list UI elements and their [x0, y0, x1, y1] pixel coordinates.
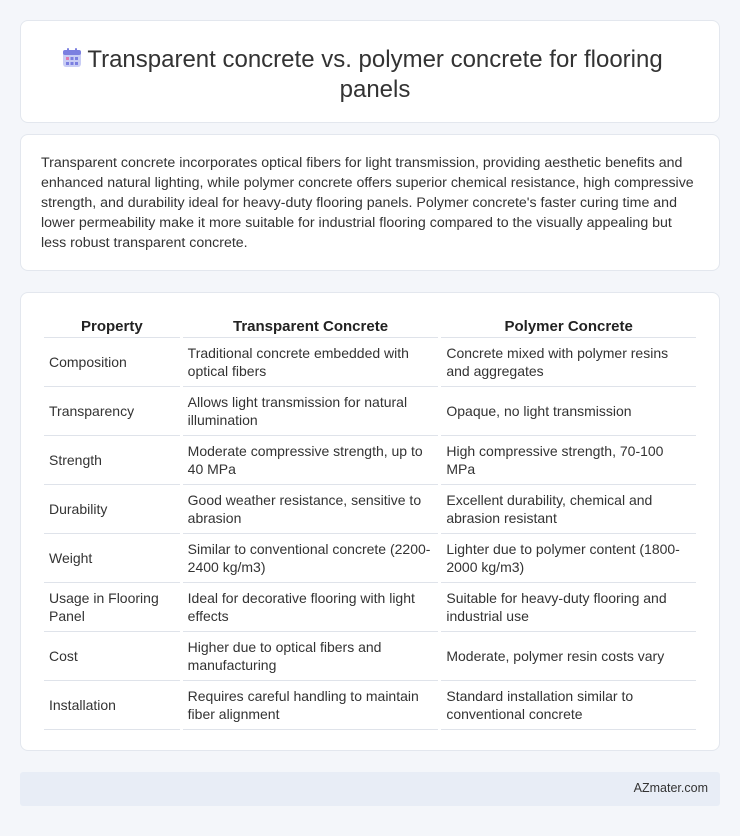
table-row — [44, 534, 696, 583]
polymer-cell: Opaque, no light transmission — [441, 387, 696, 436]
polymer-cell: Suitable for heavy-duty flooring and industrial use — [441, 583, 696, 632]
transparent-cell: Ideal for decorative flooring with light effects — [183, 583, 439, 632]
footer-site-link[interactable]: AZmater.com — [633, 781, 708, 795]
transparent-cell: Requires careful handling to maintain fiber alignment — [183, 681, 439, 730]
property-cell: Strength — [44, 436, 180, 485]
polymer-cell: Lighter due to polymer content (1800-2000 kg/m3) — [441, 534, 696, 583]
footer-bar — [20, 772, 720, 806]
property-cell: Transparency — [44, 387, 180, 436]
polymer-cell: Excellent durability, chemical and abrasion resistant — [441, 485, 696, 534]
polymer-cell: High compressive strength, 70-100 MPa — [441, 436, 696, 485]
summary-paragraph: Transparent concrete incorporates optical fibers for light transmission, providing aesthetic benefits and enhanced natural lighting, while polymer concrete offers superior chemical resistance, high compressive strength, and durability ideal for heavy-duty flooring panels. Polymer concrete's faster curing time and lower permeability make it more suitable for industrial flooring compared to the visually appealing but less robust transparent concrete. — [41, 155, 694, 251]
table-row — [44, 583, 696, 632]
column-header-property: Property — [44, 314, 180, 338]
transparent-cell: Allows light transmission for natural illumination — [183, 387, 439, 436]
table-row — [44, 338, 696, 387]
property-cell: Composition — [44, 338, 180, 387]
transparent-cell: Moderate compressive strength, up to 40 MPa — [183, 436, 439, 485]
transparent-cell: Good weather resistance, sensitive to abrasion — [183, 485, 439, 534]
property-cell: Durability — [44, 485, 180, 534]
transparent-cell: Similar to conventional concrete (2200-2400 kg/m3) — [183, 534, 439, 583]
polymer-cell: Standard installation similar to conventional concrete — [441, 681, 696, 730]
column-header-polymer: Polymer Concrete — [441, 314, 696, 338]
table-row — [44, 436, 696, 485]
table-header-row — [44, 314, 696, 338]
table-row — [44, 681, 696, 730]
table-row — [44, 632, 696, 681]
table-row — [44, 387, 696, 436]
summary-card — [20, 134, 720, 271]
polymer-cell: Concrete mixed with polymer resins and aggregates — [441, 338, 696, 387]
page-title: Transparent concrete vs. polymer concrete for flooring panels — [87, 46, 663, 103]
property-cell: Usage in Flooring Panel — [44, 583, 180, 632]
transparent-cell: Traditional concrete embedded with optical fibers — [183, 338, 439, 387]
polymer-cell: Moderate, polymer resin costs vary — [441, 632, 696, 681]
transparent-cell: Higher due to optical fibers and manufacturing — [183, 632, 439, 681]
property-cell: Weight — [44, 534, 180, 583]
property-cell: Installation — [44, 681, 180, 730]
table-row — [44, 485, 696, 534]
title-card — [20, 20, 720, 123]
column-header-transparent: Transparent Concrete — [183, 314, 439, 338]
property-cell: Cost — [44, 632, 180, 681]
comparison-table-card — [20, 292, 720, 751]
comparison-table — [41, 314, 699, 730]
